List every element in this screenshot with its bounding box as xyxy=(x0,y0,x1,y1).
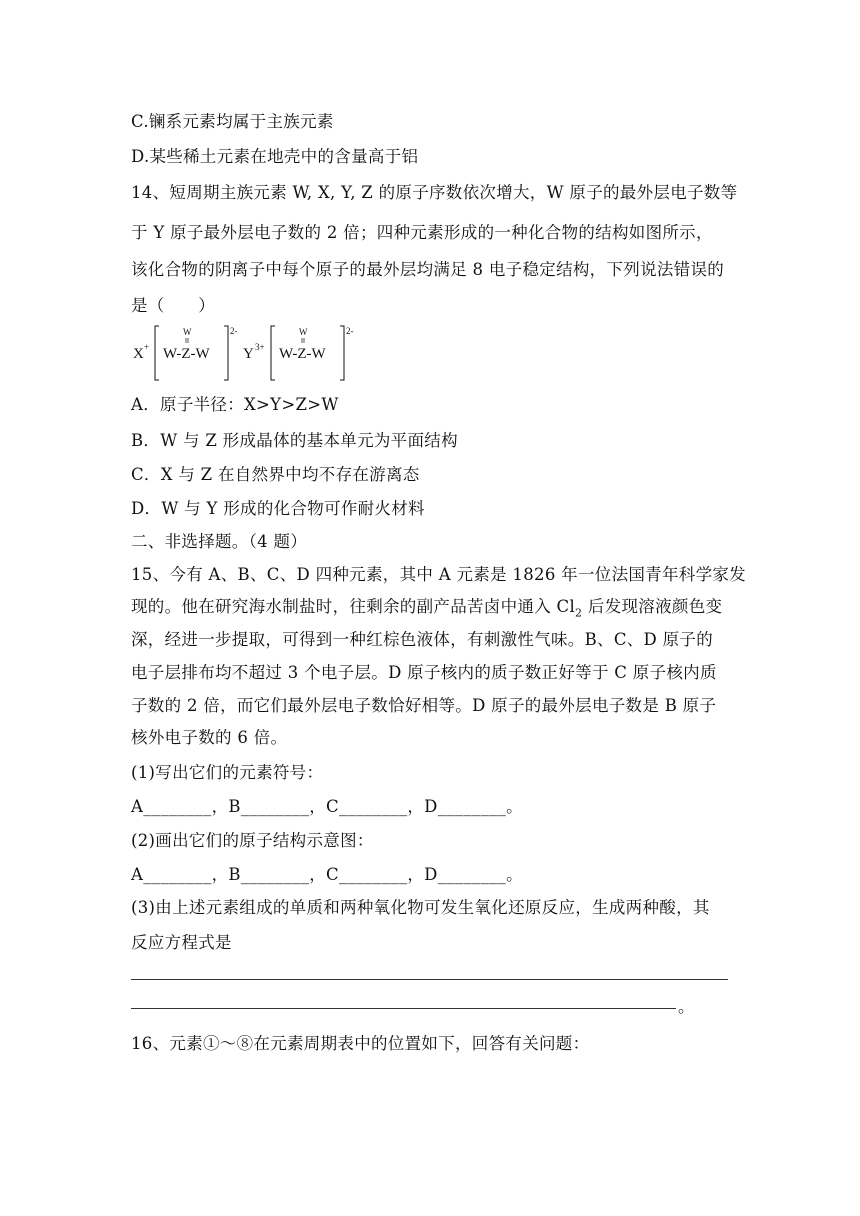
anion-top-w-left: W xyxy=(183,327,192,337)
subquestion-3-line-2: 反应方程式是 xyxy=(131,933,232,952)
answer-end-period: 。 xyxy=(678,997,695,1016)
option-d-prev: D.某些稀土元素在地壳中的含量高于铝 xyxy=(131,147,419,166)
question-15-line-4: 电子层排布均不超过 3 个电子层。D 原子核内的质子数正好等于 C 原子核内质 xyxy=(131,663,717,682)
anion-charge-right: 2- xyxy=(346,326,354,336)
option-a: A．原子半径：X>Y>Z>W xyxy=(131,395,339,414)
subquestion-2: (2)画出它们的原子结构示意图： xyxy=(131,831,374,850)
section-heading: 二、非选择题。（4 题） xyxy=(131,532,308,551)
anion-body-left: W-Z-W xyxy=(163,346,210,362)
question-15-line-5: 子数的 2 倍，而它们最外层电子数恰好相等。D 原子的最外层电子数是 B 原子 xyxy=(131,696,717,715)
question-15-line-6: 核外电子数的 6 倍。 xyxy=(131,728,288,747)
question-14-line-1: 14、短周期主族元素 W, X, Y, Z 的原子序数依次增大，W 原子的最外层电子数等 xyxy=(131,183,738,202)
question-14-line-2: 于 Y 原子最外层电子数的 2 倍；四种元素形成的一种化合物的结构如图所示， xyxy=(131,223,713,242)
subscript: 2 xyxy=(575,606,583,620)
question-16: 16、元素①～⑧在元素周期表中的位置如下，回答有关问题： xyxy=(131,1034,590,1053)
question-14-line-3: 该化合物的阴离子中每个原子的最外层均满足 8 电子稳定结构，下列说法错误的 xyxy=(131,260,725,279)
compound-structure-diagram xyxy=(131,322,371,384)
option-c: C．X 与 Z 在自然界中均不存在游离态 xyxy=(131,465,420,484)
option-d: D．W 与 Y 形成的化合物可作耐火材料 xyxy=(131,499,425,518)
option-b: B．W 与 Z 形成晶体的基本单元为平面结构 xyxy=(131,431,458,450)
anion-charge-left: 2- xyxy=(230,326,238,336)
answer-blanks-2[interactable]: A________，B________，C________，D________。 xyxy=(131,865,523,884)
question-14-line-4: 是（ ） xyxy=(131,296,215,315)
question-15-line-2 xyxy=(131,593,722,619)
question-15-line-1: 15、今有 A、B、C、D 四种元素，其中 A 元素是 1826 年一位法国青年科学家发 xyxy=(131,565,746,584)
answer-line-2[interactable] xyxy=(131,1008,676,1009)
question-15-line-3: 深，经进一步提取，可得到一种红棕色液体，有刺激性气味。B、C、D 原子的 xyxy=(131,630,714,649)
answer-line-1[interactable] xyxy=(131,979,728,980)
cation-y: Y xyxy=(243,346,254,362)
answer-blanks-1[interactable]: A________，B________，C________，D________。 xyxy=(131,797,523,816)
anion-body-right: W-Z-W xyxy=(279,346,326,362)
text-segment: 现的。他在研究海水制盐时，往剩余的副产品苦卤中通入 Cl xyxy=(131,597,576,616)
text-segment: 后发现溶液颜色变 xyxy=(582,597,723,616)
cation-x: X xyxy=(133,346,144,362)
anion-top-w-right: W xyxy=(299,327,308,337)
subquestion-1: (1)写出它们的元素符号： xyxy=(131,763,324,782)
cation-y-charge: 3+ xyxy=(255,342,265,352)
subquestion-3-line-1: (3)由上述元素组成的单质和两种氧化物可发生氧化还原反应，生成两种酸，其 xyxy=(131,898,710,917)
cation-x-charge: + xyxy=(144,342,150,352)
option-c-prev: C.镧系元素均属于主族元素 xyxy=(131,112,334,131)
